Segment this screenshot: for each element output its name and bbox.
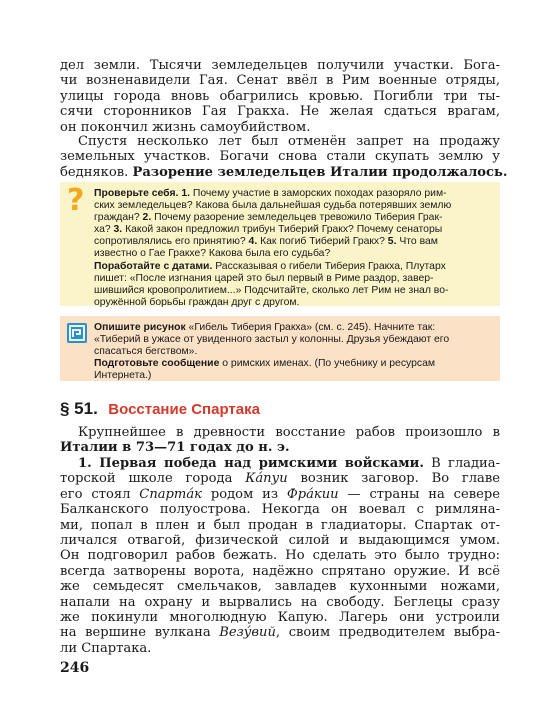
text-line: сячи сторонников Гая Гракха. Не желая сдаться врагам, — [60, 104, 500, 120]
text-line: Спустя несколько лет был отменён запрет на продажу — [78, 134, 500, 149]
text-line: Крупнейшее в древности восстание рабов произошло в — [78, 425, 500, 440]
text-line: же семьдесят смельчаков, завладев кухонными ножами, — [60, 579, 500, 595]
bold-conclusion: Разорение земледельцев Италии продолжалось. — [132, 164, 508, 180]
term-capua: Ка́пуи — [245, 471, 288, 487]
part-1-heading: 1. Первая победа над римскими войсками. — [78, 456, 424, 471]
describe-picture-box — [60, 316, 500, 381]
text-line: на вершине вулкана Везу́вий, своим предводителем выбра- — [60, 625, 500, 641]
describe-picture-text: Опишите рисунок «Гибель Тиберия Гракха» (см. с. 245). Начните так: «Тиберий в ужасе от увиденного застыл у колонны. Друзья убеждают его спасаться бегством». Подготовьте сообщение о римских именах. (По учебнику и ресурсам Интернета.) — [94, 322, 450, 382]
text-line: его стоял Спарта́к родом из Фра́кии — страны на севере — [60, 486, 501, 502]
text-line: всегда затворены ворота, надёжно спрятано оружие. И всё — [60, 563, 500, 579]
text-line: Он подговорил рабов бежать. Но сделать это было трудно: — [60, 548, 500, 564]
text-line: напали на охрану и вырвались на свободу. Беглецы сразу — [60, 594, 500, 610]
section-number: § 51. — [60, 399, 98, 418]
report-heading: Подготовьте сообщение — [94, 358, 220, 370]
text-line: торской школе города Ка́пуи возник заговор. Во главе — [60, 471, 500, 487]
page-number: 246 — [60, 660, 90, 676]
describe-heading: Опишите рисунок — [94, 322, 186, 333]
paragraph-land-sale — [60, 134, 508, 180]
text-line: 1. Первая победа над римскими войсками. В гладиа- — [78, 456, 500, 471]
term-thrace: Фра́кии — [286, 486, 339, 502]
check-yourself-text: Проверьте себя. 1. Почему участие в заморских походах разоряло рим- ских земледельцев? Какова была дальнейшая судьба потерявших землю граждан? 2. Почему разорение земледельцев тревожило Тиберия Грак- ха? 3. Какой закон предложил трибун Тиберий Гракх? Почему сенаторы сопротивлялись его принятию? 4. Как погиб Тиберий Гракх? 5. Что вам известно о Гае Гракхе? Какова была его судьба? Поработайте с датами. Рассказывая о гибели Тиберия Гракха, Плутарх пишет: «После изгнания царей это был первый в Риме раздор, завер- шившийся кровопролитием...» Подсчитайте, сколько лет Рим не знал во- оружённой борьбы граждан друг с другом. — [94, 188, 452, 308]
text-line: Италии в 73—71 годах до н. э. — [60, 440, 290, 456]
paragraph-gracchus-death — [60, 58, 500, 135]
dates-heading: Поработайте с датами. — [94, 260, 213, 272]
section-intro — [60, 425, 500, 456]
text-line: улицы города вновь обагрились кровью. Погибли три ты- — [60, 88, 500, 104]
picture-task-icon-svg — [67, 323, 87, 343]
text-line: дел земли. Тысячи земледельцев получили участки. Бога- — [60, 58, 500, 73]
text-line: ли Спартака. — [60, 640, 152, 656]
section-heading — [60, 399, 260, 419]
check-heading: Проверьте себя. — [94, 188, 179, 199]
text-line: же покинули многолюдную Капую. Лагерь они устроили — [60, 610, 500, 626]
text-line: ми, попал в плен и был продан в гладиаторы. Спартак от- — [60, 517, 500, 533]
term-spartacus: Спарта́к — [139, 486, 202, 502]
text-line: он покончил жизнь самоубийством. — [60, 119, 311, 135]
text-line: Балканского полуострова. Некогда он воевал с римляна- — [60, 502, 500, 518]
section-title: Восстание Спартака — [108, 401, 260, 418]
text-line: земельных участков. Богачи снова стали скупать землю у — [60, 149, 500, 165]
term-vesuvius: Везу́вий — [219, 625, 276, 641]
question-mark-icon: ? — [67, 183, 85, 218]
part-1-paragraph — [60, 456, 500, 656]
text-line: бедняков. Разорение земледельцев Италии продолжалось. — [60, 164, 508, 180]
picture-task-icon — [67, 323, 87, 343]
text-line: чи возненавидели Гая. Сенат ввёл в Рим военные отряды, — [60, 73, 500, 89]
text-line: личался отвагой, физической силой и выдающимся умом. — [60, 533, 500, 549]
check-yourself-box — [60, 182, 500, 306]
